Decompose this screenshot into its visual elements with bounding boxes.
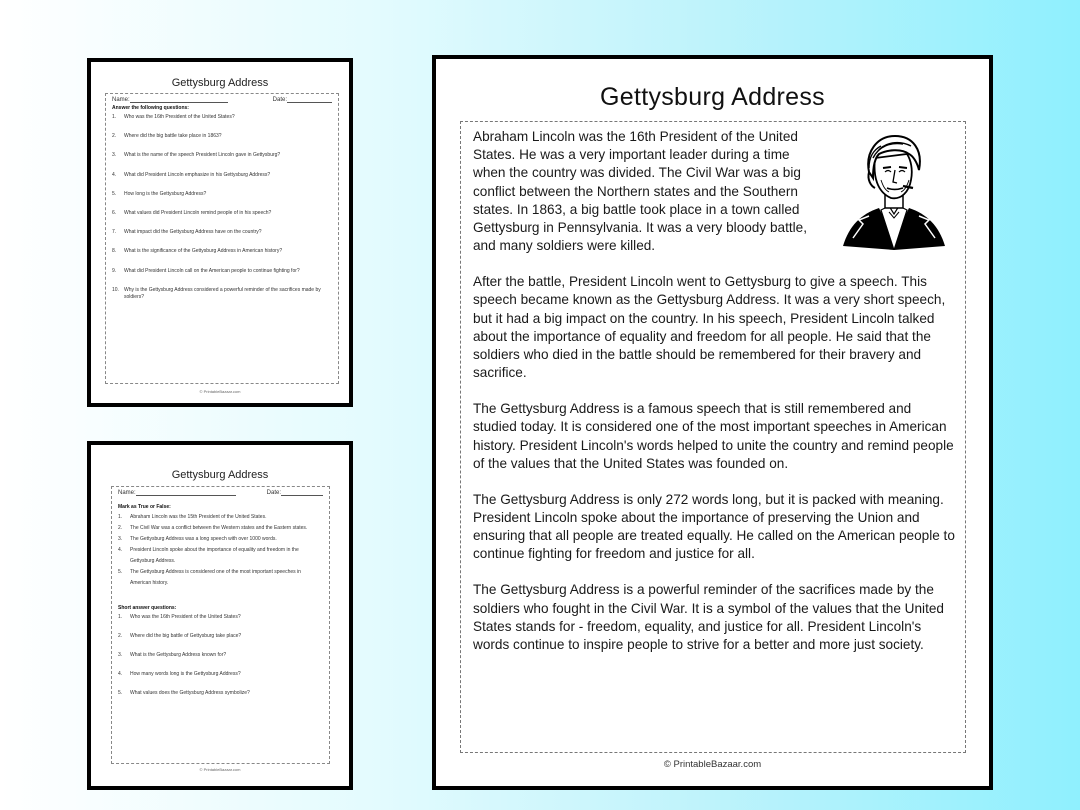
tf-item: 2. The Civil War was a conflict between the Western states and the Eastern states. xyxy=(118,525,308,531)
tf-item: 4. President Lincoln spoke about the importance of equality and freedom in the Gettysburg Address. xyxy=(118,547,299,564)
tf-item: 5. The Gettysburg Address is considered one of the most important speeches in American history. xyxy=(118,569,301,586)
worksheet-frame xyxy=(111,486,330,764)
question-list xyxy=(106,114,338,301)
passage-paragraph: After the battle, President Lincoln went to Gettysburg to give a speech. This speech became known as the Gettysburg Address. It was a very short speech, but it had a big impact on the country. In his speech, President Lincoln talked about the importance of equality and freedom for all people. He said that the soldiers who died in the battle should be remembered for their bravery and sacrifice. xyxy=(473,274,946,381)
short-answer-heading: Short answer questions: xyxy=(118,605,177,611)
copyright-footer: © PrintableBazaar.com xyxy=(199,767,241,772)
passage-frame xyxy=(460,121,966,753)
name-field: Name: xyxy=(118,490,236,496)
passage-paragraph: Abraham Lincoln was the 16th President of the United States. He was a very important leader during a time when the country was divided. The Civil War was a big conflict between the Northern states and the Southern states. In 1863, a big battle took place in a town called Gettysburg in Pennsylvania. It was a very bloody battle, and many soldiers were killed. xyxy=(473,129,807,254)
name-field: Name: xyxy=(112,97,228,103)
passage-text xyxy=(473,128,957,672)
tf-item: 1. Abraham Lincoln was the 15th President of the United States. xyxy=(118,514,267,520)
question-item: 5. How long is the Gettysburg Address? xyxy=(112,190,207,197)
page-title: Gettysburg Address xyxy=(600,83,825,111)
worksheet-title: Gettysburg Address xyxy=(171,77,269,89)
question-item: 10. Why is the Gettysburg Address considered a powerful reminder of the sacrifices made by soldiers? xyxy=(112,286,321,300)
passage-paragraph: The Gettysburg Address is a famous speech that is still remembered and studied today. It is considered one of the most important speeches in American history. President Lincoln's words helped to unite the country and remind people of the values that the United States was founded on. xyxy=(473,401,954,471)
sa-item: 1. Who was the 16th President of the United States? xyxy=(118,614,241,620)
passage-paragraph: The Gettysburg Address is only 272 words long, but it is packed with meaning. President Lincoln spoke about the importance of preserving the Union and ensuring that all people are treated equally. He called on the American people to continue fighting for freedom and justice for all. xyxy=(473,491,955,562)
worksheet-frame xyxy=(105,93,339,384)
reading-passage-page xyxy=(432,55,993,790)
date-field: Date: xyxy=(267,490,323,496)
name-date-row xyxy=(106,94,338,103)
copyright-footer: © PrintableBazaar.com xyxy=(199,389,241,394)
sa-item: 3. What is the Gettysburg Address known for? xyxy=(118,652,227,658)
question-item: 4. What did President Lincoln emphasize in his Gettysburg Address? xyxy=(112,171,271,178)
worksheet-title: Gettysburg Address xyxy=(171,469,269,481)
section-heading: Answer the following questions: xyxy=(112,105,189,111)
name-date-row xyxy=(112,487,329,496)
worksheet-true-false-page xyxy=(87,441,353,790)
question-item: 1. Who was the 16th President of the United States? xyxy=(112,114,235,120)
question-item: 9. What did President Lincoln call on the American people to continue fighting for? xyxy=(112,267,300,274)
sa-item: 4. How many words long is the Gettysburg Address? xyxy=(118,671,241,677)
question-item: 2. Where did the big battle take place in 1863? xyxy=(112,133,222,140)
short-answer-list xyxy=(112,614,329,697)
tf-item: 3. The Gettysburg Address was a long speech with over 1000 words. xyxy=(118,536,277,542)
question-item: 3. What is the name of the speech President Lincoln gave in Gettysburg? xyxy=(112,152,281,159)
sa-item: 2. Where did the big battle of Gettysburg take place? xyxy=(118,633,242,639)
question-item: 6. What values did President Lincoln remind people of in his speech? xyxy=(112,209,272,216)
sa-item: 5. What values does the Gettysburg Address symbolize? xyxy=(118,690,250,696)
question-item: 7. What impact did the Gettysburg Address have on the country? xyxy=(112,229,262,236)
worksheet-questions-page xyxy=(87,58,353,407)
tf-heading: Mark as True or False: xyxy=(118,504,171,510)
passage-paragraph: The Gettysburg Address is a powerful reminder of the sacrifices made by the soldiers who fought in the Civil War. It is a symbol of the values that the United States stands for - freedom, equality, and justice for all. President Lincoln's words continue to inspire people to strive for a better and more just society. xyxy=(473,582,944,653)
date-field: Date: xyxy=(273,97,332,103)
question-item: 8. What is the significance of the Gettysburg Address in American history? xyxy=(112,248,283,255)
copyright-footer: © PrintableBazaar.com xyxy=(663,759,762,770)
true-false-list xyxy=(112,512,329,589)
